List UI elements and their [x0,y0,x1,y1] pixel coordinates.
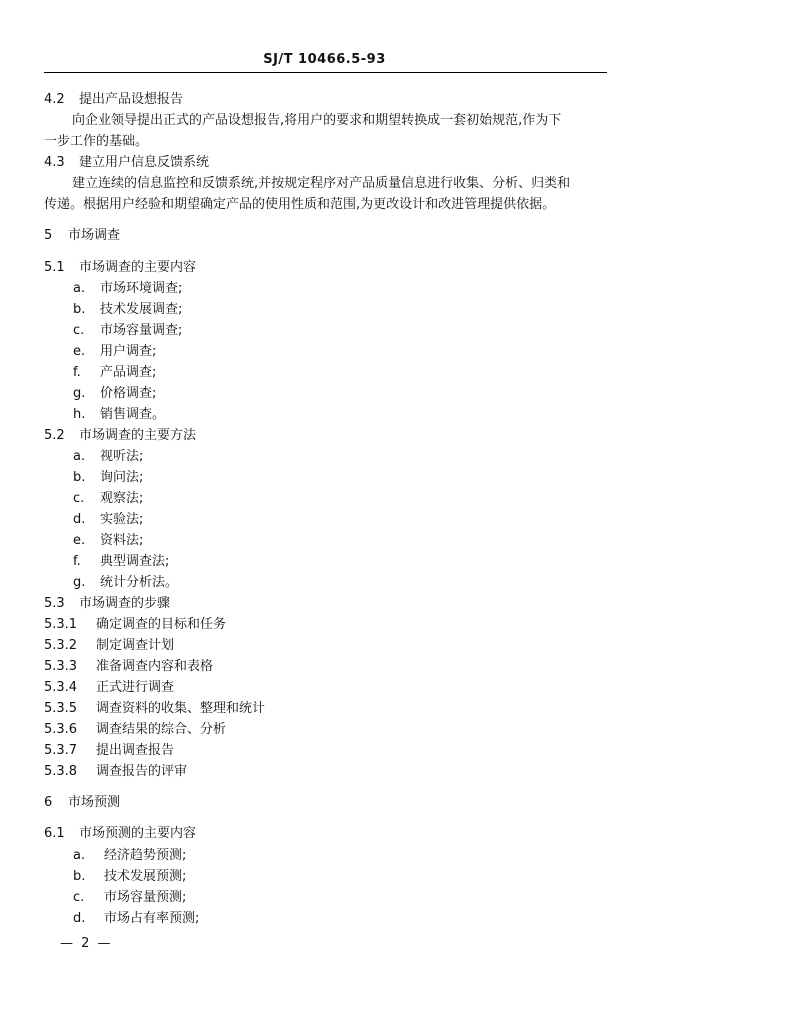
item-text: 实验法; [100,512,144,527]
step-title: 准备调查内容和表格 [96,659,214,674]
item-text: 统计分析法。 [100,575,179,590]
item-letter: c. [73,491,85,506]
section-number: 6.1 [44,826,65,841]
chapter-title: 市场预测 [68,795,121,810]
item-text: 市场容量预测; [104,890,187,905]
step-title: 确定调查的目标和任务 [96,617,227,632]
section-number: 5.2 [44,428,65,443]
item-letter: b. [73,869,86,884]
step-title: 调查报告的评审 [96,764,188,779]
page-number: — 2 — [60,936,113,951]
item-text: 市场占有率预测; [104,911,200,926]
step-number: 5.3.5 [44,701,78,716]
item-letter: g. [73,575,86,590]
step-number: 5.3.1 [44,617,78,632]
section-number: 4.2 [44,92,65,107]
item-text: 资料法; [100,533,144,548]
step-number: 5.3.8 [44,764,78,779]
step-number: 5.3.4 [44,680,78,695]
item-letter: d. [73,512,86,527]
section-title: 建立用户信息反馈系统 [79,155,210,170]
item-letter: c. [73,890,85,905]
item-text: 市场环境调查; [100,281,183,296]
item-text: 询问法; [100,470,144,485]
step-number: 5.3.2 [44,638,78,653]
section-title: 市场预测的主要内容 [79,826,197,841]
step-title: 制定调查计划 [96,638,175,653]
step-number: 5.3.7 [44,743,78,758]
item-letter: f. [73,365,81,380]
step-title: 调查结果的综合、分析 [96,722,227,737]
item-text: 技术发展预测; [104,869,187,884]
item-text: 产品调查; [100,365,157,380]
step-title: 正式进行调查 [96,680,175,695]
item-letter: d. [73,911,86,926]
section-title: 提出产品设想报告 [79,92,184,107]
item-text: 技术发展调查; [100,302,183,317]
item-letter: e. [73,344,86,359]
item-letter: b. [73,470,86,485]
paragraph-text: 传递。根据用户经验和期望确定产品的使用性质和范围,为更改设计和改进管理提供依据。 [44,197,556,212]
item-letter: f. [73,554,81,569]
item-text: 市场容量调查; [100,323,183,338]
item-text: 用户调查; [100,344,157,359]
header-rule [44,72,607,73]
item-text: 观察法; [100,491,144,506]
step-number: 5.3.6 [44,722,78,737]
paragraph-text: 一步工作的基础。 [44,134,149,149]
item-letter: c. [73,323,85,338]
paragraph-text: 建立连续的信息监控和反馈系统,并按规定程序对产品质量信息进行收集、分析、归类和 [72,176,571,191]
item-letter: b. [73,302,86,317]
item-letter: g. [73,386,86,401]
section-number: 5.3 [44,596,65,611]
item-text: 经济趋势预测; [104,848,187,863]
chapter-title: 市场调查 [68,228,121,243]
section-number: 4.3 [44,155,65,170]
item-text: 典型调查法; [100,554,170,569]
item-letter: a. [73,848,86,863]
page-header-code: SJ/T 10466.5-93 [263,52,386,67]
section-title: 市场调查的步骤 [79,596,171,611]
paragraph-text: 向企业领导提出正式的产品设想报告,将用户的要求和期望转换成一套初始规范,作为下 [72,113,562,128]
section-number: 5.1 [44,260,65,275]
chapter-number: 5 [44,228,53,243]
chapter-number: 6 [44,795,53,810]
section-title: 市场调查的主要方法 [79,428,197,443]
item-letter: h. [73,407,86,422]
step-title: 调查资料的收集、整理和统计 [96,701,266,716]
step-number: 5.3.3 [44,659,78,674]
item-text: 销售调查。 [100,407,166,422]
item-text: 价格调查; [100,386,157,401]
step-title: 提出调查报告 [96,743,175,758]
section-title: 市场调查的主要内容 [79,260,197,275]
item-text: 视听法; [100,449,144,464]
item-letter: e. [73,533,86,548]
item-letter: a. [73,449,86,464]
item-letter: a. [73,281,86,296]
